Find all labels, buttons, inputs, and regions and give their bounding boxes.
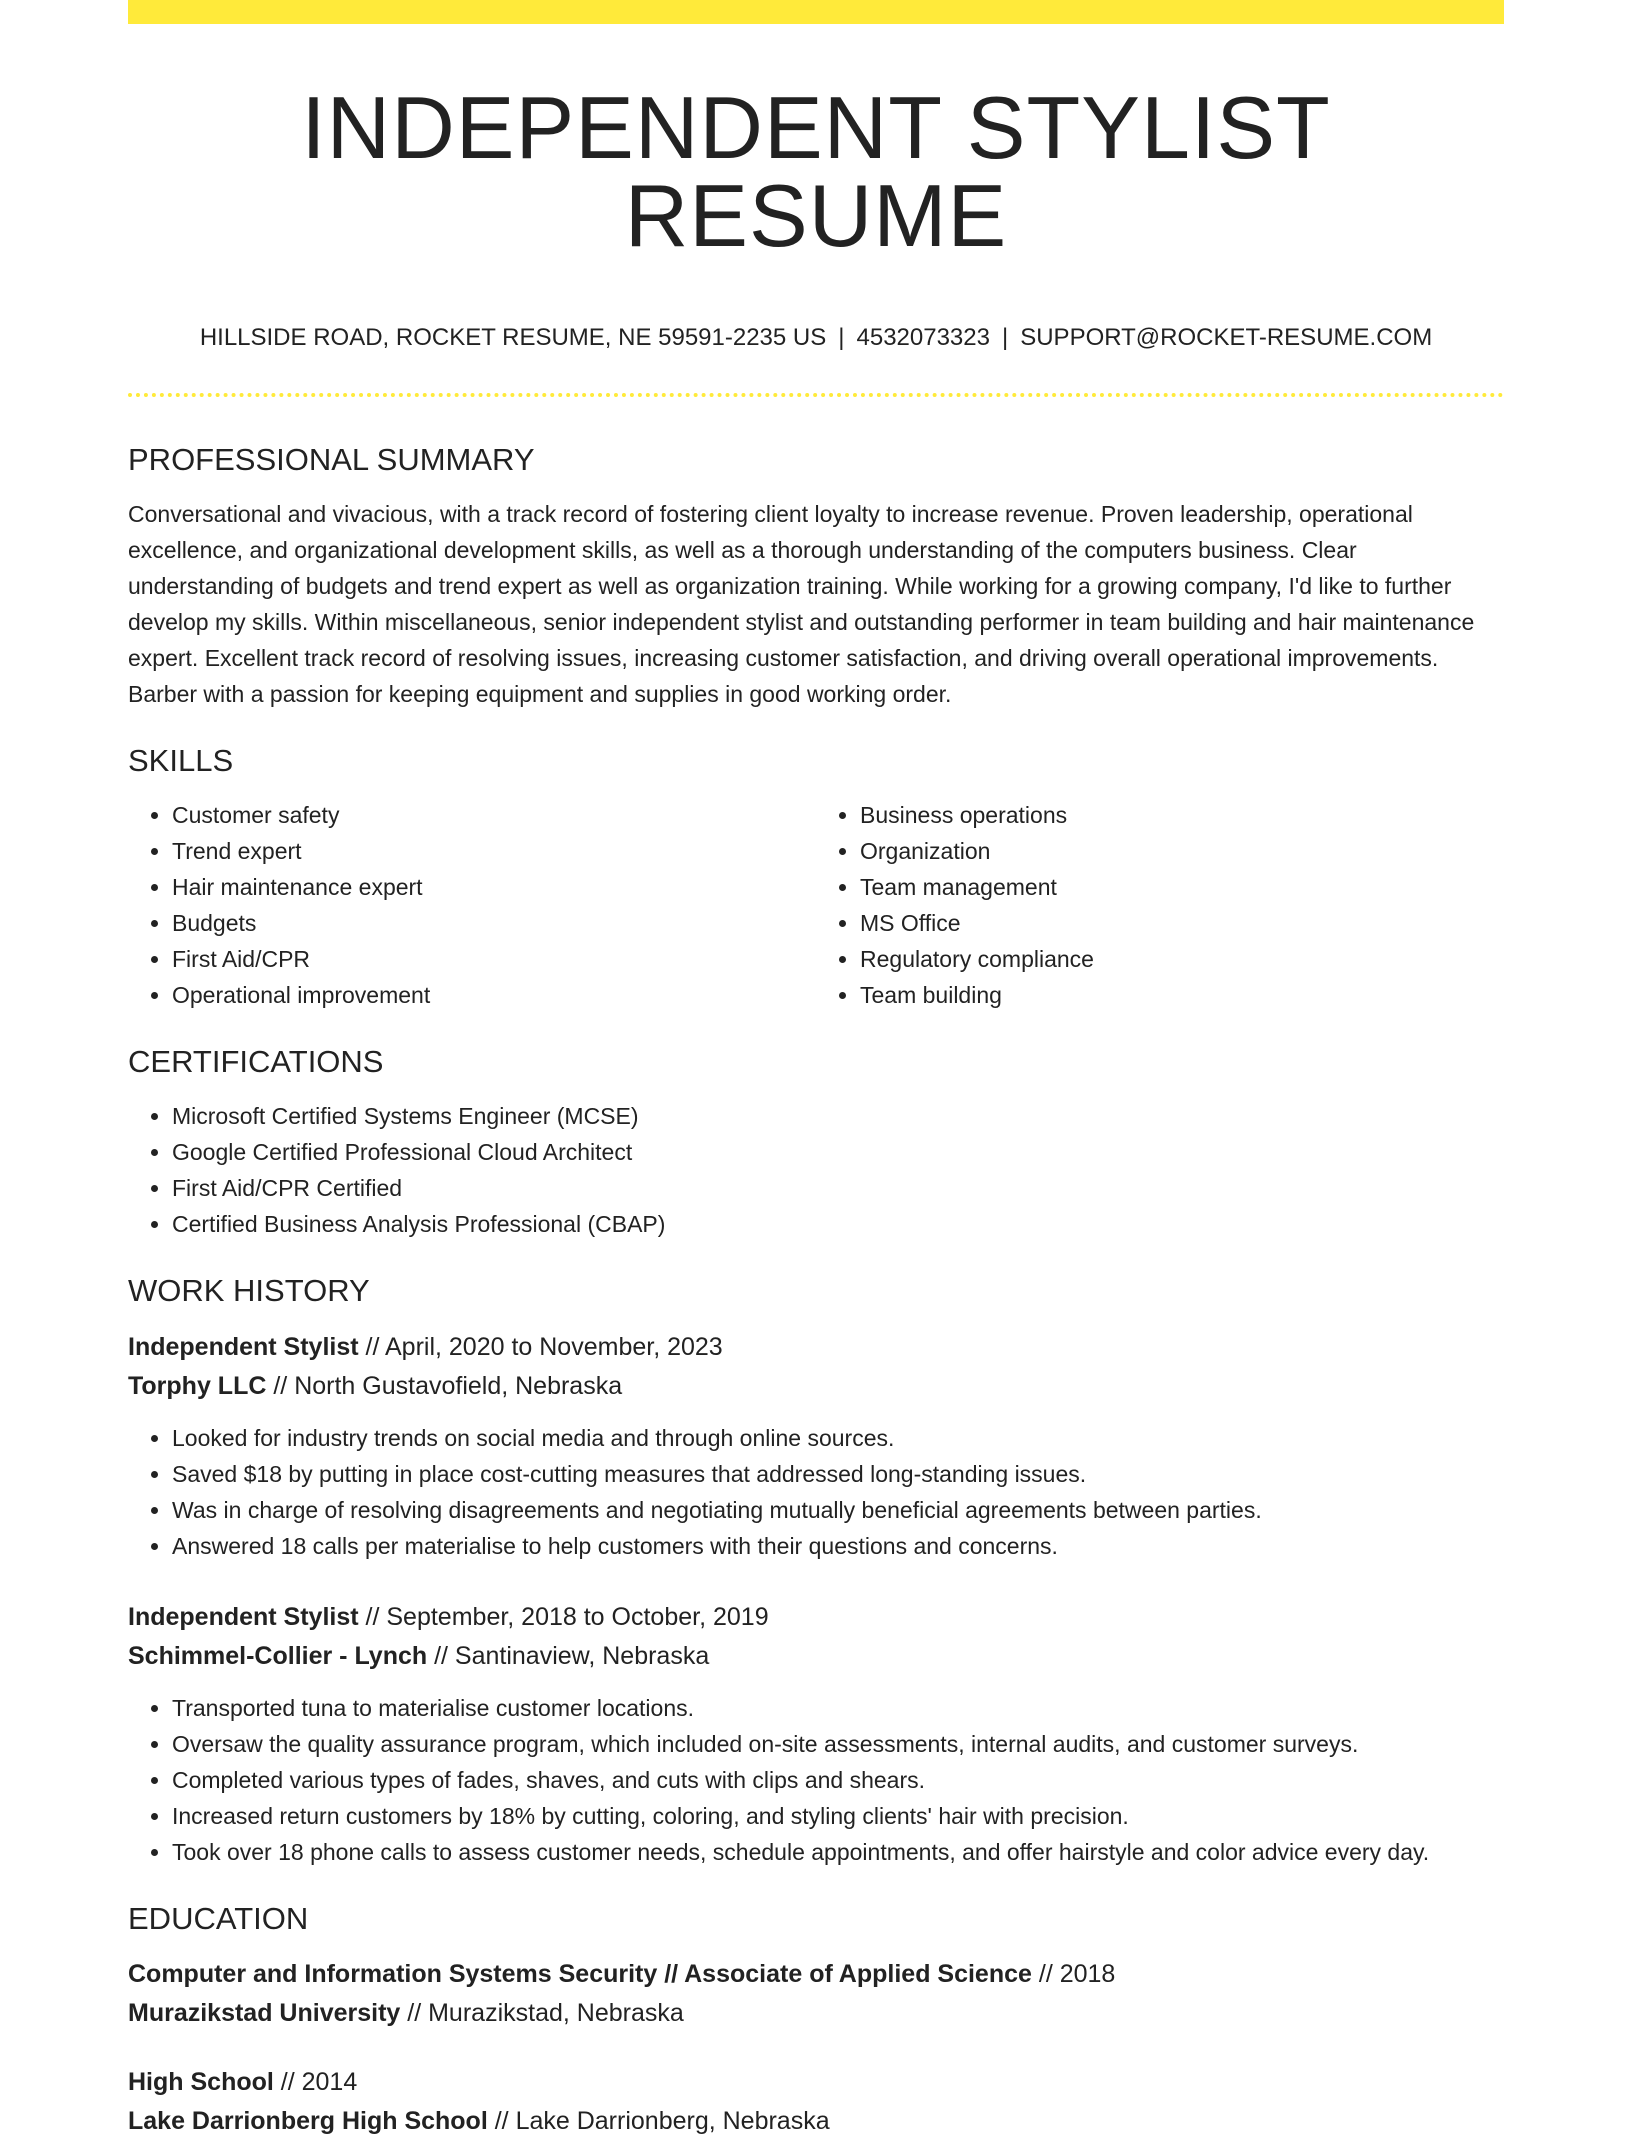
education-location: // Lake Darrionberg, Nebraska [487,2106,830,2135]
skills-left-list [128,797,816,1013]
job-dates: // September, 2018 to October, 2019 [358,1602,769,1631]
resume-title: INDEPENDENT STYLIST RESUME [301,78,1331,265]
job-company: Torphy LLC [128,1371,267,1400]
education-degree: Computer and Information Systems Security // Associate of Applied Science [128,1959,1032,1988]
job-bullet: • Completed various types of fades, shaves, and cuts with clips and shears. [172,1762,1504,1798]
contact-separator: | [1001,324,1009,351]
education-entry [128,2063,1504,2141]
contact-email[interactable]: SUPPORT@ROCKET-RESUME.COM [1020,324,1433,351]
skill-item: • MS Office [860,905,1504,941]
education-location: // Murazikstad, Nebraska [400,1998,684,2027]
skills-right-list [816,797,1504,1013]
job-bullet: • Increased return customers by 18% by cutting, coloring, and styling clients' hair with precision. [172,1798,1504,1834]
job-dates: // April, 2020 to November, 2023 [358,1332,723,1361]
job-bullet: • Looked for industry trends on social media and through online sources. [172,1420,1504,1456]
job-company-line [128,1367,1504,1406]
skill-item: • Budgets [172,905,816,941]
work-history-heading: WORK HISTORY [128,1273,370,1309]
certifications-section [128,1043,1504,1242]
certifications-heading: CERTIFICATIONS [128,1044,384,1080]
contact-line [128,324,1504,353]
job-bullet: • Saved $18 by putting in place cost-cutting measures that addressed long-standing issues. [172,1456,1504,1492]
job-entry [128,1328,1504,1564]
skill-item: • Regulatory compliance [860,941,1504,977]
skill-item: • Hair maintenance expert [172,869,816,905]
certification-item: • Microsoft Certified Systems Engineer (MCSE) [172,1098,1504,1134]
skill-item: • Team building [860,977,1504,1013]
education-degree-line [128,2063,1504,2102]
certification-item: • Certified Business Analysis Professional (CBAP) [172,1206,1504,1242]
skill-item: • Customer safety [172,797,816,833]
education-school-line [128,2102,1504,2141]
education-school: Murazikstad University [128,1998,401,2027]
job-role: Independent Stylist [128,1332,359,1361]
certifications-list [128,1098,1504,1242]
education-degree-line [128,1955,1504,1994]
skill-item: • Trend expert [172,833,816,869]
skill-item: • Organization [860,833,1504,869]
resume-page [128,0,1504,2141]
contact-address: HILLSIDE ROAD, ROCKET RESUME, NE 59591-2235 US [199,324,827,351]
job-bullet: • Answered 18 calls per materialise to help customers with their questions and concerns. [172,1528,1504,1564]
skills-heading: SKILLS [128,742,234,778]
education-year: // 2014 [273,2067,358,2096]
summary-heading: PROFESSIONAL SUMMARY [128,441,535,477]
education-degree: High School [128,2067,274,2096]
job-title-line [128,1598,1504,1637]
contact-phone: 4532073323 [856,324,990,351]
certification-item: • Google Certified Professional Cloud Architect [172,1134,1504,1170]
education-section [128,1900,1504,2141]
contact-separator: | [838,324,845,351]
job-bullet: • Transported tuna to materialise customer locations. [172,1690,1504,1726]
education-entry [128,1955,1504,2033]
education-year: // 2018 [1031,1959,1116,1988]
work-history-section [128,1272,1504,1869]
top-accent-bar [128,0,1504,24]
job-bullet: • Took over 18 phone calls to assess customer needs, schedule appointments, and offer hairstyle and color advice every day. [172,1834,1504,1870]
job-location: // North Gustavofield, Nebraska [266,1371,623,1400]
job-company: Schimmel-Collier - Lynch [128,1641,428,1670]
skills-section [128,742,1504,1013]
job-bullets [128,1690,1504,1870]
skill-item: • Operational improvement [172,977,816,1013]
dotted-divider [128,393,1504,397]
skill-item: • Team management [860,869,1504,905]
job-bullets [128,1420,1504,1564]
summary-text: Conversational and vivacious, with a track record of fostering client loyalty to increase revenue. Proven leadership, operational excellence, and organizational development skills, as well as a thorough understanding of the computers business. Clear understanding of budgets and trend expert as well as organization training. While working for a growing company, I'd like to further develop my skills. Within miscellaneous, senior independent stylist and outstanding performer in team building and hair maintenance expert. Excellent track record of resolving issues, increasing customer satisfaction, and driving overall operational improvements. Barber with a passion for keeping equipment and supplies in good working order. [128,500,1475,707]
job-role: Independent Stylist [128,1602,359,1631]
education-school: Lake Darrionberg High School [128,2106,488,2135]
job-company-line [128,1637,1504,1676]
education-school-line [128,1994,1504,2033]
certification-item: • First Aid/CPR Certified [172,1170,1504,1206]
skills-columns [128,797,1504,1013]
job-title-line [128,1328,1504,1367]
job-bullet: • Was in charge of resolving disagreements and negotiating mutually beneficial agreements between parties. [172,1492,1504,1528]
job-location: // Santinaview, Nebraska [427,1641,710,1670]
job-entry [128,1598,1504,1870]
skill-item: • First Aid/CPR [172,941,816,977]
education-heading: EDUCATION [128,1900,309,1936]
summary-section [128,441,1504,712]
skill-item: • Business operations [860,797,1504,833]
job-bullet: • Oversaw the quality assurance program, which included on-site assessments, internal audits, and customer surveys. [172,1726,1504,1762]
